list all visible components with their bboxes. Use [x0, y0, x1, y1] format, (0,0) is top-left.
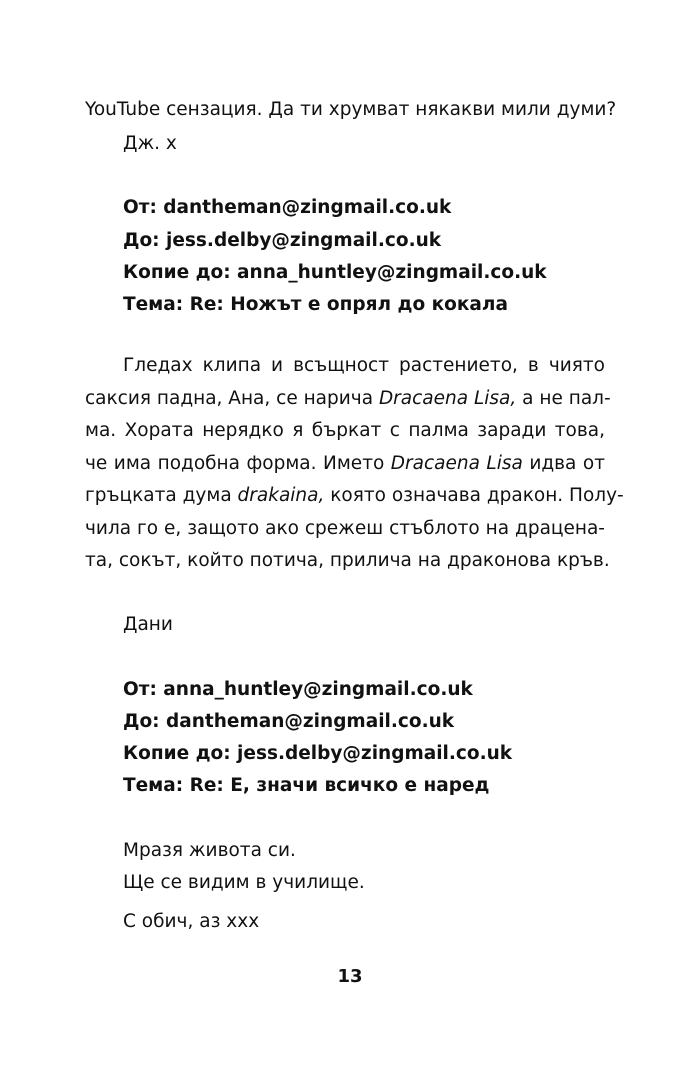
email-to: До: jess.delby@zingmail.co.uk [123, 230, 442, 251]
body-line: гръцката дума drakaina, която означава дракон. Полу- [85, 485, 624, 506]
body-line: Ще се видим в училище. [123, 872, 365, 893]
email-subject: Тема: Re: Ножът е опрял до кокала [123, 294, 508, 315]
body-line: ма. Хората нерядко я бъркат с палма заради това, [85, 420, 605, 441]
continuation-line: YouTube сензация. Да ти хрумват някакви мили думи? [85, 99, 617, 120]
signature-anna: С обич, аз ххх [123, 911, 260, 932]
species-name: Dracaena Lisa [390, 453, 523, 474]
email-from: От: anna_huntley@zingmail.co.uk [123, 679, 473, 700]
email-cc: Копие до: anna_huntley@zingmail.co.uk [123, 262, 547, 283]
page-number: 13 [337, 966, 363, 987]
email-to: До: dantheman@zingmail.co.uk [123, 711, 455, 732]
email-from: От: dantheman@zingmail.co.uk [123, 197, 452, 218]
body-line: Мразя живота си. [123, 840, 296, 861]
species-name: Dracaena Lisa, [378, 388, 517, 409]
body-line: саксия падна, Ана, се нарича Dracaena Lisa, а не пал- [85, 388, 611, 409]
body-line: чила го е, защото ако срежеш стъблото на драцена- [85, 518, 605, 539]
email-subject: Тема: Re: Е, значи всичко е наред [123, 775, 490, 796]
email-cc: Копие до: jess.delby@zingmail.co.uk [123, 743, 513, 764]
signature-dani: Дани [123, 614, 173, 635]
body-line: че има подобна форма. Името Dracaena Lisa идва от [85, 453, 605, 474]
body-line: Гледах клипа и всъщност растението, в чиято [123, 355, 605, 376]
signature-jess: Дж. х [123, 133, 177, 154]
greek-word: drakaina, [237, 485, 325, 506]
body-line: та, сокът, който потича, прилича на драконова кръв. [85, 550, 610, 571]
